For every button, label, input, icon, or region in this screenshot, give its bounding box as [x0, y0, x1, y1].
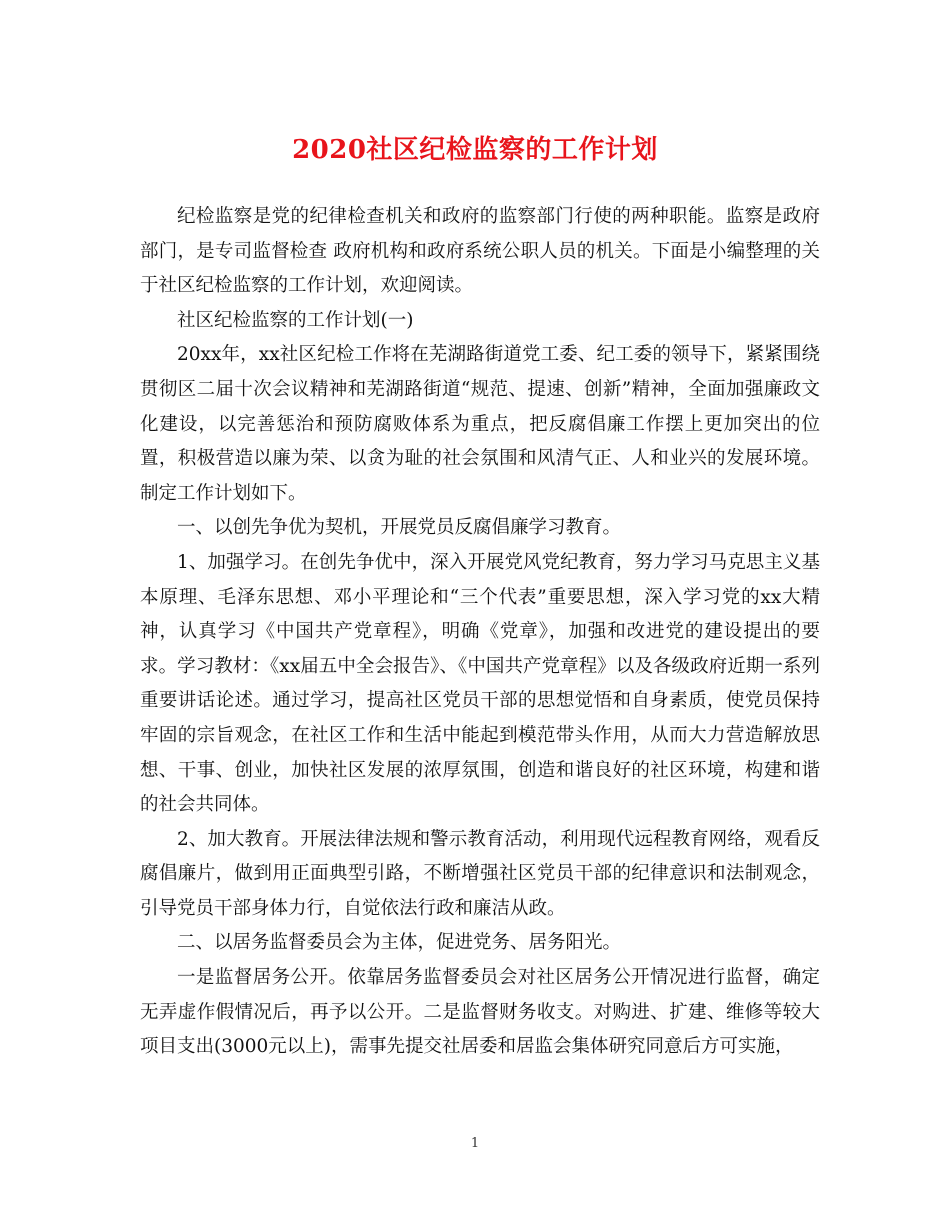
section-heading-one: 一、以创先争优为契机，开展党员反腐倡廉学习教育。 — [177, 517, 622, 539]
document-title: 2020社区纪检监察的工作计划 — [292, 135, 658, 165]
supervision-paragraph: 一是监督居务公开。依靠居务监督委员会对社区居务公开情况进行监督，确定无弄虚作假情况后，再予以公开。二是监督财务收支。对购进、扩建、维修等较大项目支出(3000元以上)，需事先提交社居委和居监会集体研究同意后方可实施， — [140, 967, 820, 1058]
intro-paragraph: 纪检监察是党的纪律检查机关和政府的监察部门行使的两种职能。监察是政府部门，是专司监督检查 政府机构和政府系统公职人员的机关。下面是小编整理的关于社区纪检监察的工作计划，欢迎阅读。 — [140, 206, 820, 297]
overview-paragraph: 20xx年，xx社区纪检工作将在芜湖路街道党工委、纪工委的领导下，紧紧围绕贯彻区二届十次会议精神和芜湖路街道“规范、提速、创新”精神，全面加强廉政文化建设，以完善惩治和预防腐败体系为重点，把反腐倡廉工作摆上更加突出的位置，积极营造以廉为荣、以贪为耻的社会氛围和风清气正、人和业兴的发展环境。制定工作计划如下。 — [140, 344, 820, 504]
study-paragraph: 1、加强学习。在创先争优中，深入开展党风党纪教育，努力学习马克思主义基本原理、毛泽东思想、邓小平理论和“三个代表”重要思想，深入学习党的xx大精神，认真学习《中国共产党章程》，明确《党章》，加强和改进党的建设提出的要求。学习教材：《xx届五中全会报告》、《中国共产党章程》以及各级政府近期一系列重要讲话论述。通过学习，提高社区党员干部的思想觉悟和自身素质，使党员保持牢固的宗旨观念，在社区工作和生活中能起到模范带头作用，从而大力营造解放思想、干事、创业，加快社区发展的浓厚氛围，创造和谐良好的社区环境，构建和谐的社会共同体。 — [140, 551, 820, 816]
education-paragraph: 2、加大教育。开展法律法规和警示教育活动，利用现代远程教育网络，观看反腐倡廉片，做到用正面典型引路，不断增强社区党员干部的纪律意识和法制观念，引导党员干部身体力行，自觉依法行政和廉洁从政。 — [140, 828, 820, 919]
page-number: 1 — [470, 1136, 480, 1151]
document-body — [140, 200, 820, 1065]
section-heading-two: 二、以居务监督委员会为主体，促进党务、居务阳光。 — [177, 932, 622, 954]
section-heading-plan-one: 社区纪检监察的工作计划(一) — [177, 309, 414, 331]
